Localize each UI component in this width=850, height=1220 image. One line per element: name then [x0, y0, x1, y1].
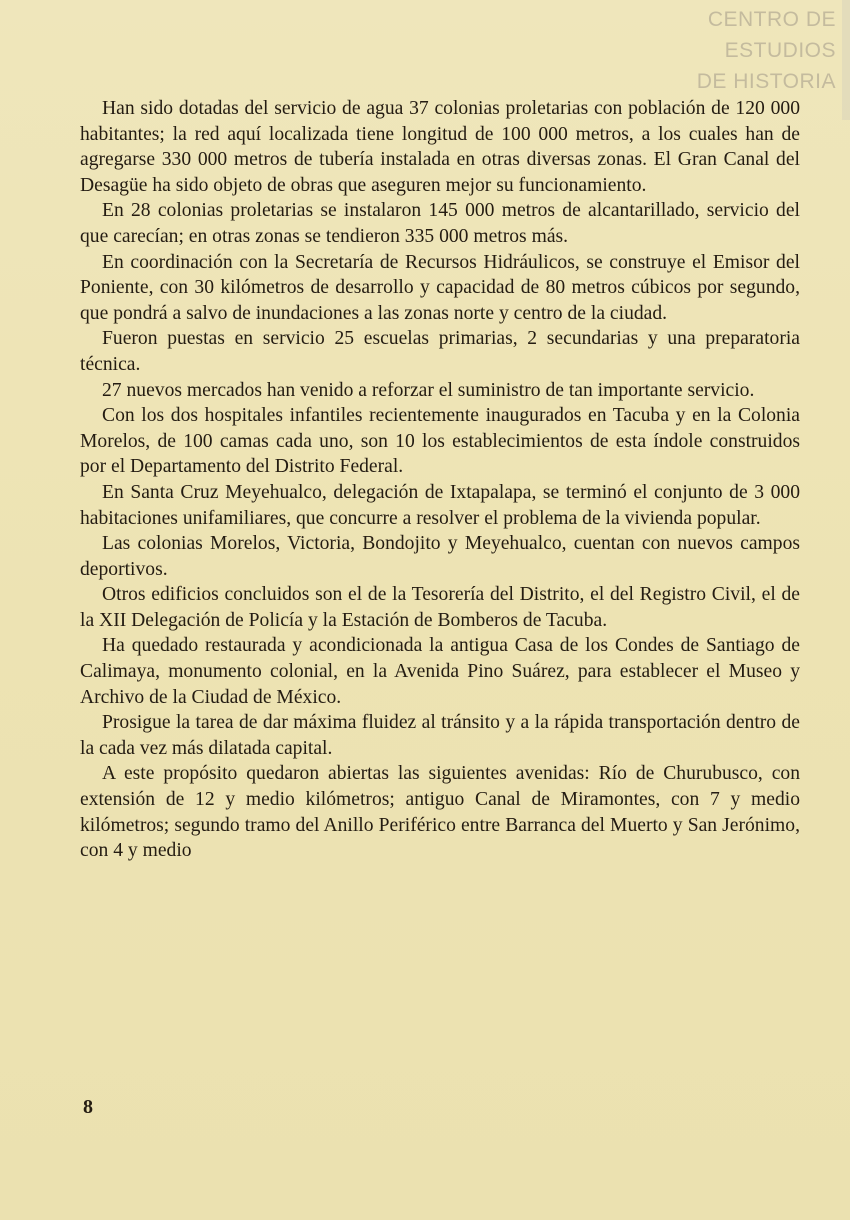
paragraph-sewerage: En 28 colonias proletarias se instalaron 145 000 metros de alcantarillado, servicio del que carecían; en otras zonas se tendieron 335 000 metros más. [80, 200, 800, 247]
paragraph-hospitals: Con los dos hospitales infantiles recientemente inaugurados en Tacuba y en la Colonia Morelos, de 100 camas cada uno, son 10 los establecimientos de esta índole construidos por el Departamento del Distrito Federal. [80, 405, 800, 478]
paragraph-water-service: Han sido dotadas del servicio de agua 37 colonias proletarias con población de 120 000 habitantes; la red aquí localizada tiene longitud de 100 000 metros, a los cuales han de agregarse 330 000 metros de tubería instalada en otras diversas zonas. El Gran Canal del Desagüe ha sido objeto de obras que aseguren mejor su funcionamiento. [80, 98, 800, 196]
archive-watermark [697, 4, 836, 97]
watermark-line-2: ESTUDIOS [724, 39, 836, 62]
report-body [80, 96, 800, 864]
paragraph-emisor-poniente: En coordinación con la Secretaría de Recursos Hidráulicos, se construye el Emisor del Poniente, con 30 kilómetros de desarrollo y capacidad de 80 metros cúbicos por segundo, que pondrá a salvo de inundaciones a las zonas norte y centro de la ciudad. [80, 251, 800, 324]
paragraph-schools: Fueron puestas en servicio 25 escuelas primarias, 2 secundarias y una preparatoria técnica. [80, 328, 800, 375]
paragraph-avenues: A este propósito quedaron abiertas las siguientes avenidas: Río de Churubusco, con extensión de 12 y medio kilómetros; antiguo Canal de Miramontes, con 7 y medio kilómetros; segundo tramo del Anillo Periférico entre Barranca del Muerto y San Jerónimo, con 4 y medio [80, 763, 800, 862]
watermark-line-3: DE HISTORIA [696, 70, 836, 93]
paragraph-markets: 27 nuevos mercados han venido a reforzar el suministro de tan importante servicio. [102, 379, 755, 401]
page-number: 8 [83, 1096, 93, 1118]
paragraph-restoration: Ha quedado restaurada y acondicionada la antigua Casa de los Condes de Santiago de Calimaya, monumento colonial, en la Avenida Pino Suárez, para establecer el Museo y Archivo de la Ciudad de México. [80, 635, 800, 708]
paragraph-housing: En Santa Cruz Meyehualco, delegación de Ixtapalapa, se terminó el conjunto de 3 000 habitaciones unifamiliares, que concurre a resolver el problema de la vivienda popular. [80, 481, 800, 529]
paragraph-buildings: Otros edificios concluidos son el de la Tesorería del Distrito, el del Registro Civil, el de la XII Delegación de Policía y la Estación de Bomberos de Tacuba. [80, 584, 800, 631]
watermark-line-1: CENTRO DE [707, 8, 836, 31]
paragraph-traffic: Prosigue la tarea de dar máxima fluidez al tránsito y a la rápida transportación dentro de la cada vez más dilatada capital. [80, 712, 800, 759]
paragraph-sports-fields: Las colonias Morelos, Victoria, Bondojito y Meyehualco, cuentan con nuevos campos deportivos. [80, 533, 800, 580]
scan-edge [842, 0, 850, 120]
